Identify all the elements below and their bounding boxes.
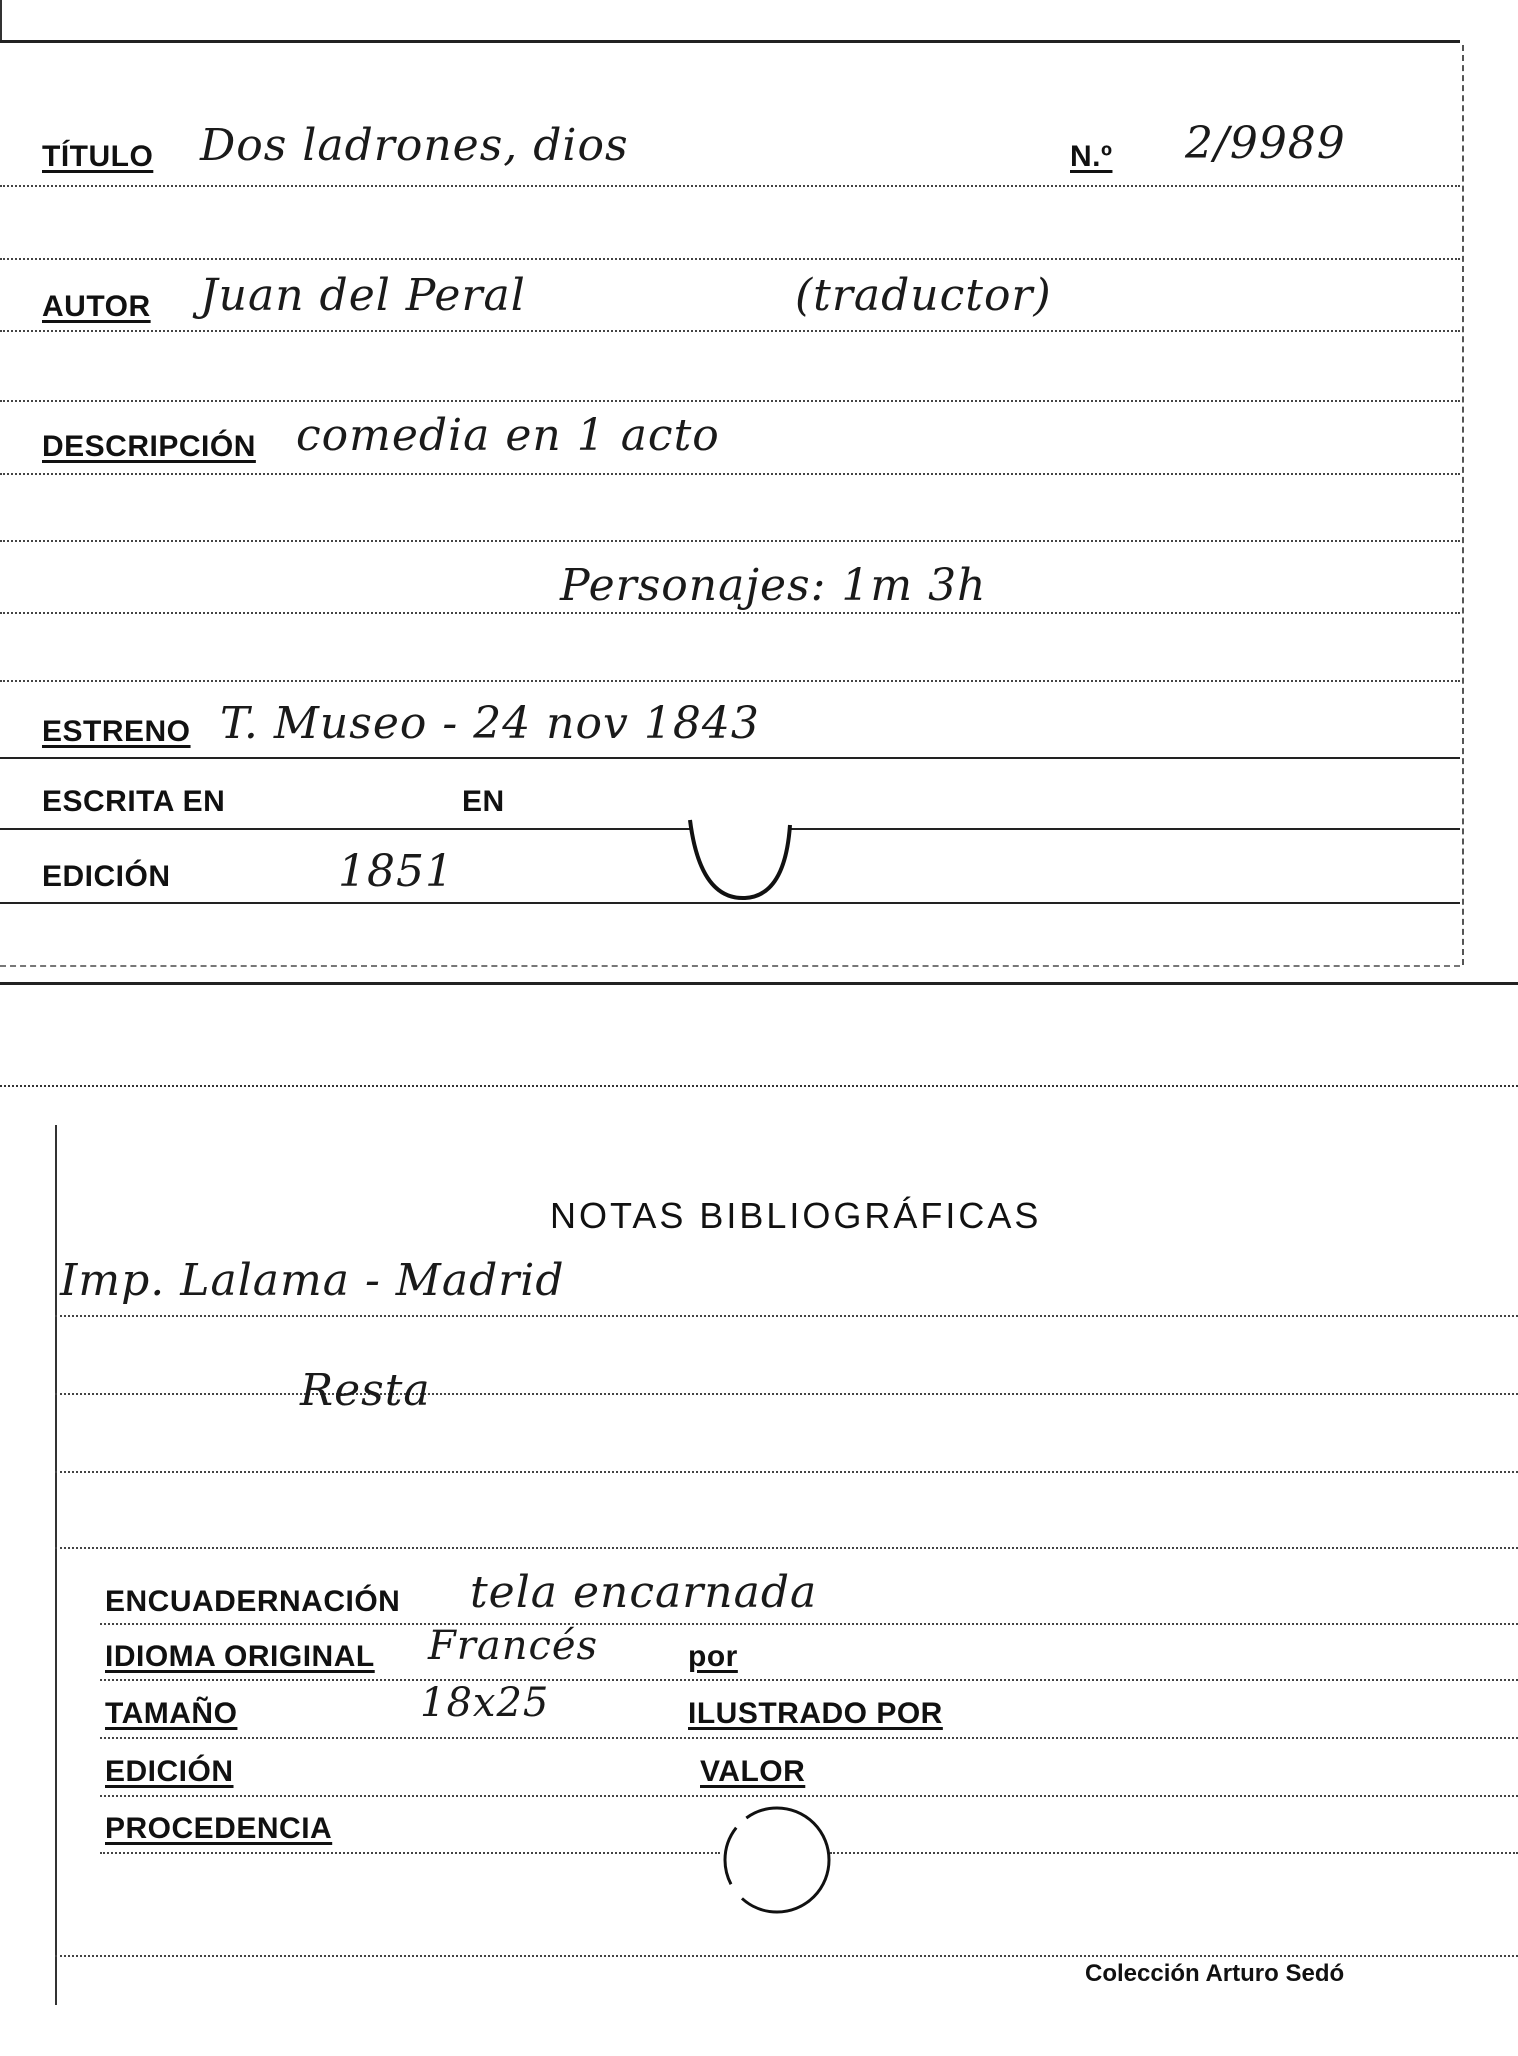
- card-left-border: [55, 1125, 57, 2005]
- numero-label: N.º: [1070, 140, 1113, 173]
- rule-line: [0, 400, 1460, 402]
- numero-value: 2/9989: [1185, 118, 1346, 169]
- escrita-en-label: ESCRITA EN: [42, 785, 226, 818]
- procedencia-label: PROCEDENCIA: [105, 1812, 333, 1845]
- edicion-value: 1851: [338, 846, 454, 897]
- estreno-label: ESTRENO: [42, 715, 191, 748]
- tamano-value: 18x25: [420, 1680, 550, 1726]
- bottom-line: [55, 1955, 1518, 1957]
- estreno-line: [0, 757, 1460, 759]
- notes-line: [55, 1315, 1518, 1317]
- autor-note: (traductor): [795, 270, 1052, 321]
- tamano-label: TAMAÑO: [105, 1697, 238, 1730]
- procedencia-line-left: [100, 1852, 720, 1854]
- note-line-1: Imp. Lalama - Madrid: [60, 1255, 565, 1306]
- edicion-back-label: EDICIÓN: [105, 1755, 234, 1788]
- encuadernacion-label: ENCUADERNACIÓN: [105, 1585, 401, 1618]
- collection-footer: Colección Arturo Sedó: [1085, 1960, 1345, 1987]
- idioma-original-label: IDIOMA ORIGINAL: [105, 1640, 375, 1673]
- por-label: por: [688, 1640, 738, 1673]
- note-line-2: Resta: [300, 1365, 431, 1416]
- descripcion-line: [0, 473, 1460, 475]
- personajes-value: Personajes: 1m 3h: [560, 560, 987, 611]
- idioma-original-value: Francés: [428, 1623, 599, 1669]
- en-label: EN: [462, 785, 505, 818]
- card-top-border: [0, 40, 1460, 43]
- catalog-card-front: [0, 0, 1518, 985]
- estreno-value: T. Museo - 24 nov 1843: [220, 698, 760, 749]
- notes-line: [55, 1471, 1518, 1473]
- card-right-border: [1462, 45, 1464, 965]
- autor-line: [0, 330, 1460, 332]
- encuadernacion-value: tela encarnada: [470, 1567, 818, 1618]
- punch-hole-mark: [712, 1795, 842, 1925]
- autor-value: Juan del Peral: [200, 270, 526, 321]
- procedencia-line-right: [830, 1852, 1518, 1854]
- rule-line: [0, 540, 1460, 542]
- autor-label: AUTOR: [42, 290, 151, 323]
- encuadernacion-line: [100, 1623, 1518, 1625]
- rule-line: [0, 680, 1460, 682]
- edicion-label: EDICIÓN: [42, 860, 171, 893]
- rule-line: [0, 258, 1460, 260]
- titulo-value: Dos ladrones, dios: [200, 120, 629, 171]
- rule-line: [0, 612, 1460, 614]
- card-top-border: [0, 1085, 1518, 1087]
- notes-line: [55, 1393, 1518, 1395]
- punch-hole-mark: [680, 800, 810, 910]
- card-bottom-rule: [0, 965, 1460, 967]
- descripcion-label: DESCRIPCIÓN: [42, 430, 256, 463]
- idioma-line: [100, 1679, 1518, 1681]
- titulo-label: TÍTULO: [42, 140, 154, 173]
- catalog-card-back: [0, 1075, 1518, 2056]
- descripcion-value: comedia en 1 acto: [296, 410, 720, 461]
- titulo-line: [0, 185, 1460, 187]
- valor-label: VALOR: [700, 1755, 806, 1788]
- card-left-border: [0, 0, 2, 40]
- escrita-line-right: [790, 828, 1460, 830]
- escrita-line-left: [0, 828, 690, 830]
- notas-heading: NOTAS BIBLIOGRÁFICAS: [550, 1195, 1042, 1236]
- cards-divider: [0, 982, 1518, 985]
- ilustrado-por-label: ILUSTRADO POR: [688, 1697, 943, 1730]
- notes-line: [55, 1547, 1518, 1549]
- tamano-line: [100, 1737, 1518, 1739]
